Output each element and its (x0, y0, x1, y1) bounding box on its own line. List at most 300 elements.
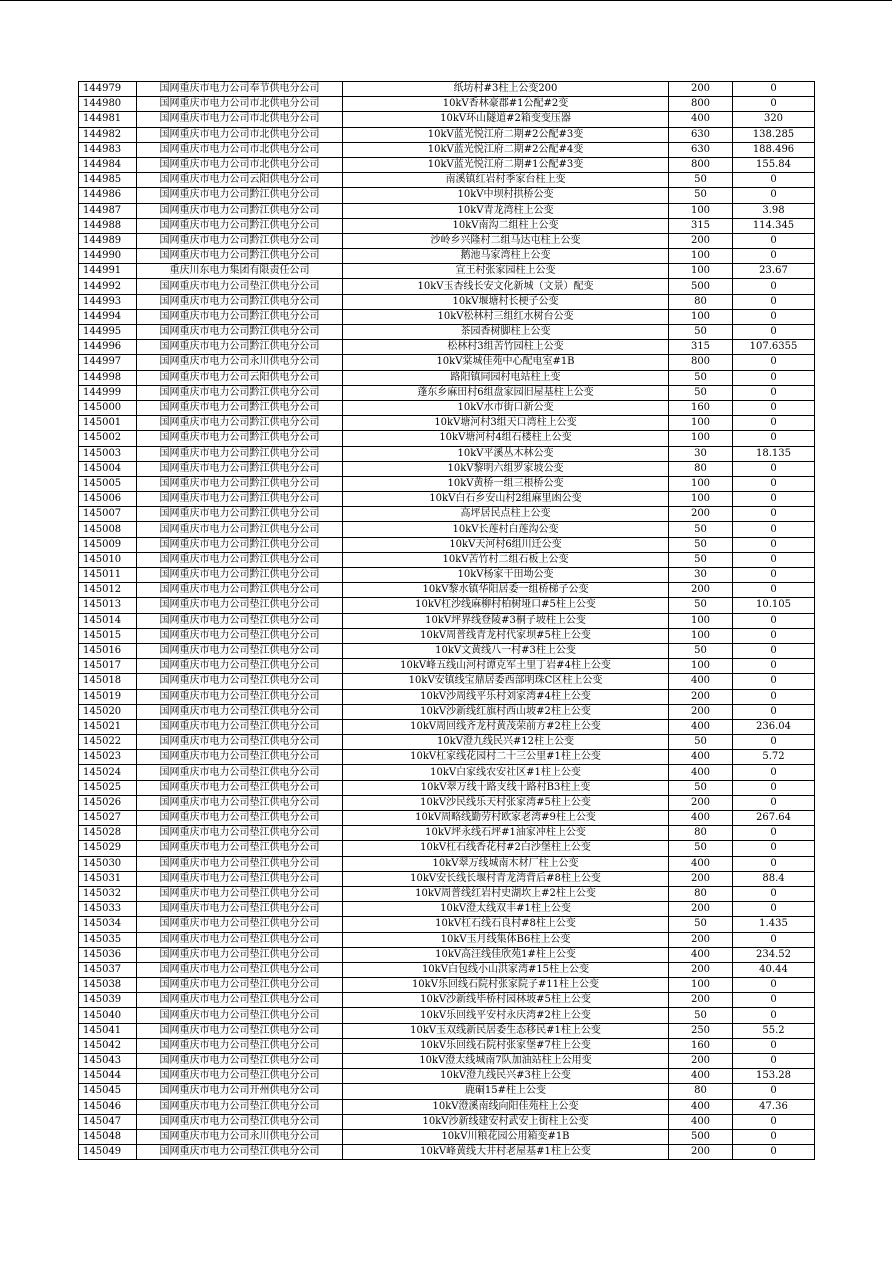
table-row (79, 659, 815, 674)
company-cell: 国网重庆市电力公司黔江供电分公司 (137, 385, 343, 400)
capacity-cell: 50 (669, 188, 733, 203)
value-cell: 0 (733, 1129, 815, 1144)
table-row (79, 902, 815, 917)
row-id-cell: 145047 (79, 1114, 137, 1129)
company-cell: 国网重庆市电力公司垫江供电分公司 (137, 1008, 343, 1023)
value-cell: 0 (733, 659, 815, 674)
company-cell: 国网重庆市电力公司垫江供电分公司 (137, 704, 343, 719)
transformer-name-cell: 10kV松林村三组红水树台公变 (343, 309, 669, 324)
company-cell: 国网重庆市电力公司黔江供电分公司 (137, 522, 343, 537)
capacity-cell: 200 (669, 689, 733, 704)
table-row (79, 325, 815, 340)
company-cell: 国网重庆市电力公司黔江供电分公司 (137, 583, 343, 598)
company-cell: 国网重庆市电力公司黔江供电分公司 (137, 340, 343, 355)
value-cell: 0 (733, 689, 815, 704)
transformer-name-cell: 宣王村张家园柱上公变 (343, 264, 669, 279)
transformer-name-cell: 10kV黄桥一组三根桥公变 (343, 476, 669, 491)
table-row (79, 537, 815, 552)
transformer-name-cell: 10kV乐回线石院村张家堡#7柱上公变 (343, 1038, 669, 1053)
capacity-cell: 160 (669, 1038, 733, 1053)
capacity-cell: 630 (669, 127, 733, 142)
capacity-cell: 80 (669, 1084, 733, 1099)
capacity-cell: 30 (669, 446, 733, 461)
capacity-cell: 100 (669, 416, 733, 431)
value-cell: 267.64 (733, 811, 815, 826)
transformer-name-cell: 10kV棠城佳苑中心配电室#1B (343, 355, 669, 370)
table-row (79, 978, 815, 993)
transformer-name-cell: 10kV白家线农安社区#1柱上公变 (343, 765, 669, 780)
capacity-cell: 50 (669, 780, 733, 795)
table-row (79, 947, 815, 962)
company-cell: 国网重庆市电力公司垫江供电分公司 (137, 871, 343, 886)
company-cell: 国网重庆市电力公司市北供电分公司 (137, 142, 343, 157)
row-id-cell: 144979 (79, 82, 137, 97)
transformer-name-cell: 10kV周普线青龙村代家坝#5柱上公变 (343, 628, 669, 643)
value-cell: 0 (733, 902, 815, 917)
capacity-cell: 100 (669, 492, 733, 507)
capacity-cell: 400 (669, 719, 733, 734)
row-id-cell: 145021 (79, 719, 137, 734)
capacity-cell: 50 (669, 917, 733, 932)
capacity-cell: 200 (669, 233, 733, 248)
page-top-border (0, 0, 892, 1)
transformer-name-cell: 10kV黎水镇华阳居委一组桥梯子公变 (343, 583, 669, 598)
table-row (79, 765, 815, 780)
capacity-cell: 50 (669, 370, 733, 385)
row-id-cell: 145003 (79, 446, 137, 461)
transformer-name-cell: 松林村3组苦竹园柱上公变 (343, 340, 669, 355)
transformer-name-cell: 10kV长莲村白莲沟公变 (343, 522, 669, 537)
table-row (79, 719, 815, 734)
company-cell: 国网重庆市电力公司垫江供电分公司 (137, 279, 343, 294)
capacity-cell: 200 (669, 962, 733, 977)
company-cell: 国网重庆市电力公司黔江供电分公司 (137, 552, 343, 567)
transformer-name-cell: 南溪镇红岩村季家台柱上变 (343, 173, 669, 188)
company-cell: 国网重庆市电力公司垫江供电分公司 (137, 826, 343, 841)
capacity-cell: 500 (669, 1129, 733, 1144)
transformer-name-cell: 10kV杠家线花园村二十三公里#1柱上公变 (343, 750, 669, 765)
company-cell: 国网重庆市电力公司永川供电分公司 (137, 1129, 343, 1144)
capacity-cell: 100 (669, 476, 733, 491)
table-row (79, 1069, 815, 1084)
row-id-cell: 145029 (79, 841, 137, 856)
transformer-name-cell: 10kV高汪线佳欣苑1#柱上公变 (343, 947, 669, 962)
row-id-cell: 145038 (79, 978, 137, 993)
capacity-cell: 50 (669, 385, 733, 400)
value-cell: 0 (733, 507, 815, 522)
transformer-name-cell: 10kV蓝光悦江府二期#2公配#3变 (343, 127, 669, 142)
row-id-cell: 145020 (79, 704, 137, 719)
value-cell: 0 (733, 932, 815, 947)
transformer-name-cell: 10kV坪界线登陵#3桐子坡柱上公变 (343, 613, 669, 628)
transformer-name-cell: 路阳镇同园村电站柱上变 (343, 370, 669, 385)
table-row (79, 628, 815, 643)
table-row (79, 917, 815, 932)
capacity-cell: 80 (669, 826, 733, 841)
value-cell: 0 (733, 674, 815, 689)
row-id-cell: 145035 (79, 932, 137, 947)
table-row (79, 674, 815, 689)
transformer-name-cell: 10kV白包线小山洪家湾#15柱上公变 (343, 962, 669, 977)
value-cell: 0 (733, 188, 815, 203)
value-cell: 0 (733, 856, 815, 871)
row-id-cell: 145019 (79, 689, 137, 704)
table-row (79, 583, 815, 598)
capacity-cell: 80 (669, 886, 733, 901)
row-id-cell: 144994 (79, 309, 137, 324)
value-cell: 0 (733, 1038, 815, 1053)
company-cell: 国网重庆市电力公司奉节供电分公司 (137, 82, 343, 97)
capacity-cell: 100 (669, 613, 733, 628)
row-id-cell: 144995 (79, 325, 137, 340)
company-cell: 国网重庆市电力公司云阳供电分公司 (137, 370, 343, 385)
row-id-cell: 145001 (79, 416, 137, 431)
company-cell: 国网重庆市电力公司垫江供电分公司 (137, 978, 343, 993)
value-cell: 0 (733, 416, 815, 431)
company-cell: 国网重庆市电力公司黔江供电分公司 (137, 325, 343, 340)
table-row (79, 1084, 815, 1099)
table-row (79, 1129, 815, 1144)
company-cell: 国网重庆市电力公司垫江供电分公司 (137, 1038, 343, 1053)
capacity-cell: 50 (669, 522, 733, 537)
company-cell: 国网重庆市电力公司黔江供电分公司 (137, 568, 343, 583)
transformer-name-cell: 10kV蓝光悦江府二期#2公配#4变 (343, 142, 669, 157)
row-id-cell: 144996 (79, 340, 137, 355)
value-cell: 0 (733, 325, 815, 340)
value-cell: 0 (733, 841, 815, 856)
transformer-name-cell: 10kV堰塘村长梗子公变 (343, 294, 669, 309)
capacity-cell: 160 (669, 400, 733, 415)
table-row (79, 795, 815, 810)
value-cell: 236.04 (733, 719, 815, 734)
transformer-name-cell: 10kV澄溪南线向阳佳苑柱上公变 (343, 1099, 669, 1114)
row-id-cell: 145014 (79, 613, 137, 628)
row-id-cell: 145039 (79, 993, 137, 1008)
value-cell: 107.6355 (733, 340, 815, 355)
row-id-cell: 145008 (79, 522, 137, 537)
transformer-name-cell: 10kV沙新线建安村武安上街柱上公变 (343, 1114, 669, 1129)
table-row (79, 689, 815, 704)
value-cell: 0 (733, 765, 815, 780)
company-cell: 国网重庆市电力公司垫江供电分公司 (137, 886, 343, 901)
company-cell: 国网重庆市电力公司垫江供电分公司 (137, 674, 343, 689)
transformer-name-cell: 10kV中坝村拱桥公变 (343, 188, 669, 203)
transformer-name-cell: 10kV翠万线城南木材厂柱上公变 (343, 856, 669, 871)
transformer-name-cell: 10kV香林豪郡#1公配#2变 (343, 97, 669, 112)
row-id-cell: 144985 (79, 173, 137, 188)
company-cell: 国网重庆市电力公司垫江供电分公司 (137, 1069, 343, 1084)
row-id-cell: 144992 (79, 279, 137, 294)
value-cell: 47.36 (733, 1099, 815, 1114)
capacity-cell: 200 (669, 1054, 733, 1069)
row-id-cell: 145024 (79, 765, 137, 780)
transformer-name-cell: 10kV澄九线民兴#3柱上公变 (343, 1069, 669, 1084)
row-id-cell: 145030 (79, 856, 137, 871)
capacity-cell: 200 (669, 507, 733, 522)
company-cell: 国网重庆市电力公司垫江供电分公司 (137, 643, 343, 658)
row-id-cell: 145022 (79, 735, 137, 750)
value-cell: 0 (733, 522, 815, 537)
company-cell: 国网重庆市电力公司垫江供电分公司 (137, 993, 343, 1008)
value-cell: 0 (733, 886, 815, 901)
transformer-name-cell: 10kV坪永线石坪#1油家冲柱上公变 (343, 826, 669, 841)
value-cell: 0 (733, 993, 815, 1008)
row-id-cell: 145045 (79, 1084, 137, 1099)
transformer-name-cell: 鹅池马家湾柱上公变 (343, 249, 669, 264)
capacity-cell: 250 (669, 1023, 733, 1038)
value-cell: 0 (733, 613, 815, 628)
value-cell: 0 (733, 309, 815, 324)
table-row (79, 886, 815, 901)
transformer-name-cell: 10kV玉双线新民居委生态移民#1柱上公变 (343, 1023, 669, 1038)
row-id-cell: 144989 (79, 233, 137, 248)
transformer-name-cell: 10kV安镇线宝鼎居委西部明珠C区柱上公变 (343, 674, 669, 689)
table-row (79, 385, 815, 400)
table-row (79, 1145, 815, 1160)
transformer-name-cell: 10kV安长线长堰村青龙湾背后#8柱上公变 (343, 871, 669, 886)
table-row (79, 1099, 815, 1114)
row-id-cell: 145013 (79, 598, 137, 613)
row-id-cell: 145012 (79, 583, 137, 598)
company-cell: 国网重庆市电力公司黔江供电分公司 (137, 431, 343, 446)
transformer-name-cell: 10kV周普线红岩村史湖坎上#2柱上公变 (343, 886, 669, 901)
company-cell: 国网重庆市电力公司垫江供电分公司 (137, 598, 343, 613)
row-id-cell: 145046 (79, 1099, 137, 1114)
company-cell: 国网重庆市电力公司黔江供电分公司 (137, 233, 343, 248)
transformer-name-cell: 10kV黎明六组罗家坡公变 (343, 461, 669, 476)
capacity-cell: 800 (669, 157, 733, 172)
table-row (79, 598, 815, 613)
capacity-cell: 50 (669, 537, 733, 552)
value-cell: 0 (733, 476, 815, 491)
table-row (79, 643, 815, 658)
transformer-name-cell: 10kV乐回线平安村永庆湾#2柱上公变 (343, 1008, 669, 1023)
company-cell: 国网重庆市电力公司市北供电分公司 (137, 157, 343, 172)
table-row (79, 340, 815, 355)
capacity-cell: 50 (669, 173, 733, 188)
value-cell: 0 (733, 780, 815, 795)
row-id-cell: 144991 (79, 264, 137, 279)
row-id-cell: 145043 (79, 1054, 137, 1069)
table-row (79, 613, 815, 628)
company-cell: 国网重庆市电力公司垫江供电分公司 (137, 811, 343, 826)
value-cell: 0 (733, 537, 815, 552)
capacity-cell: 50 (669, 552, 733, 567)
table-row (79, 294, 815, 309)
transformer-name-cell: 10kV杠石线石良村#8柱上公变 (343, 917, 669, 932)
row-id-cell: 144987 (79, 203, 137, 218)
transformer-name-cell: 10kV天河村6组川迁公变 (343, 537, 669, 552)
capacity-cell: 100 (669, 249, 733, 264)
company-cell: 国网重庆市电力公司垫江供电分公司 (137, 750, 343, 765)
company-cell: 国网重庆市电力公司市北供电分公司 (137, 112, 343, 127)
table-row (79, 522, 815, 537)
company-cell: 国网重庆市电力公司垫江供电分公司 (137, 689, 343, 704)
value-cell: 0 (733, 583, 815, 598)
table-row (79, 233, 815, 248)
company-cell: 国网重庆市电力公司黔江供电分公司 (137, 400, 343, 415)
company-cell: 国网重庆市电力公司垫江供电分公司 (137, 1145, 343, 1160)
capacity-cell: 100 (669, 978, 733, 993)
row-id-cell: 144981 (79, 112, 137, 127)
capacity-cell: 100 (669, 628, 733, 643)
company-cell: 国网重庆市电力公司黔江供电分公司 (137, 309, 343, 324)
company-cell: 国网重庆市电力公司市北供电分公司 (137, 127, 343, 142)
company-cell: 国网重庆市电力公司垫江供电分公司 (137, 917, 343, 932)
company-cell: 国网重庆市电力公司黔江供电分公司 (137, 416, 343, 431)
row-id-cell: 145033 (79, 902, 137, 917)
capacity-cell: 200 (669, 704, 733, 719)
row-id-cell: 144984 (79, 157, 137, 172)
row-id-cell: 144999 (79, 385, 137, 400)
company-cell: 国网重庆市电力公司市北供电分公司 (137, 97, 343, 112)
row-id-cell: 145042 (79, 1038, 137, 1053)
transformer-name-cell: 10kV周回线齐龙村黄茂荣前方#2柱上公变 (343, 719, 669, 734)
value-cell: 0 (733, 370, 815, 385)
value-cell: 153.28 (733, 1069, 815, 1084)
row-id-cell: 145028 (79, 826, 137, 841)
capacity-cell: 100 (669, 309, 733, 324)
table-row (79, 476, 815, 491)
capacity-cell: 200 (669, 871, 733, 886)
row-id-cell: 145048 (79, 1129, 137, 1144)
table-row (79, 461, 815, 476)
transformer-name-cell: 10kV川粮花园公用箱变#1B (343, 1129, 669, 1144)
transformer-name-cell: 10kV平溪丛木林公变 (343, 446, 669, 461)
transformer-name-cell: 10kV周略线勤劳村欧家老湾#9柱上公变 (343, 811, 669, 826)
company-cell: 国网重庆市电力公司黔江供电分公司 (137, 461, 343, 476)
row-id-cell: 145041 (79, 1023, 137, 1038)
transformer-name-cell: 10kV杨家干田坳公变 (343, 568, 669, 583)
company-cell: 国网重庆市电力公司黔江供电分公司 (137, 294, 343, 309)
value-cell: 0 (733, 492, 815, 507)
value-cell: 0 (733, 826, 815, 841)
capacity-cell: 400 (669, 856, 733, 871)
value-cell: 0 (733, 294, 815, 309)
table-row (79, 157, 815, 172)
capacity-cell: 500 (669, 279, 733, 294)
value-cell: 10.105 (733, 598, 815, 613)
value-cell: 0 (733, 461, 815, 476)
capacity-cell: 400 (669, 750, 733, 765)
value-cell: 0 (733, 628, 815, 643)
transformer-name-cell: 10kV南沟二组柱上公变 (343, 218, 669, 233)
table-row (79, 218, 815, 233)
transformer-name-cell: 10kV澄太线城南7队加油站柱上公用变 (343, 1054, 669, 1069)
capacity-cell: 800 (669, 97, 733, 112)
table-row (79, 1038, 815, 1053)
capacity-cell: 50 (669, 735, 733, 750)
table-row (79, 811, 815, 826)
company-cell: 国网重庆市电力公司垫江供电分公司 (137, 719, 343, 734)
row-id-cell: 145004 (79, 461, 137, 476)
value-cell: 0 (733, 1145, 815, 1160)
company-cell: 国网重庆市电力公司垫江供电分公司 (137, 1114, 343, 1129)
row-id-cell: 145010 (79, 552, 137, 567)
table-row (79, 568, 815, 583)
capacity-cell: 200 (669, 902, 733, 917)
capacity-cell: 200 (669, 583, 733, 598)
row-id-cell: 145031 (79, 871, 137, 886)
transformer-name-cell: 10kV峰五线山河村谭克军土里丁岩#4柱上公变 (343, 659, 669, 674)
value-cell: 138.285 (733, 127, 815, 142)
capacity-cell: 400 (669, 1069, 733, 1084)
table-row (79, 416, 815, 431)
capacity-cell: 800 (669, 355, 733, 370)
transformer-name-cell: 10kV杠沙线麻柳村柏树垭口#5柱上公变 (343, 598, 669, 613)
company-cell: 国网重庆市电力公司黔江供电分公司 (137, 249, 343, 264)
value-cell: 0 (733, 1054, 815, 1069)
value-cell: 88.4 (733, 871, 815, 886)
capacity-cell: 400 (669, 1114, 733, 1129)
table-row (79, 127, 815, 142)
company-cell: 国网重庆市电力公司垫江供电分公司 (137, 780, 343, 795)
company-cell: 国网重庆市电力公司黔江供电分公司 (137, 188, 343, 203)
table-row (79, 1054, 815, 1069)
table-row (79, 112, 815, 127)
row-id-cell: 145023 (79, 750, 137, 765)
row-id-cell: 145049 (79, 1145, 137, 1160)
row-id-cell: 144980 (79, 97, 137, 112)
value-cell: 5.72 (733, 750, 815, 765)
capacity-cell: 80 (669, 294, 733, 309)
row-id-cell: 145026 (79, 795, 137, 810)
company-cell: 国网重庆市电力公司垫江供电分公司 (137, 659, 343, 674)
table-row (79, 264, 815, 279)
table-row (79, 856, 815, 871)
company-cell: 国网重庆市电力公司垫江供电分公司 (137, 765, 343, 780)
row-id-cell: 145007 (79, 507, 137, 522)
table-row (79, 552, 815, 567)
company-cell: 国网重庆市电力公司开州供电分公司 (137, 1084, 343, 1099)
value-cell: 0 (733, 704, 815, 719)
company-cell: 重庆川东电力集团有限责任公司 (137, 264, 343, 279)
table-row (79, 309, 815, 324)
table-row (79, 249, 815, 264)
capacity-cell: 80 (669, 461, 733, 476)
transformer-name-cell: 高坪居民点柱上公变 (343, 507, 669, 522)
capacity-cell: 50 (669, 325, 733, 340)
row-id-cell: 144993 (79, 294, 137, 309)
row-id-cell: 145037 (79, 962, 137, 977)
table-row (79, 993, 815, 1008)
row-id-cell: 145036 (79, 947, 137, 962)
row-id-cell: 144983 (79, 142, 137, 157)
company-cell: 国网重庆市电力公司永川供电分公司 (137, 355, 343, 370)
capacity-cell: 400 (669, 947, 733, 962)
value-cell: 0 (733, 279, 815, 294)
row-id-cell: 145000 (79, 400, 137, 415)
capacity-cell: 315 (669, 340, 733, 355)
table-row (79, 1008, 815, 1023)
value-cell: 0 (733, 233, 815, 248)
company-cell: 国网重庆市电力公司黔江供电分公司 (137, 218, 343, 233)
value-cell: 155.84 (733, 157, 815, 172)
capacity-cell: 50 (669, 643, 733, 658)
value-cell: 0 (733, 97, 815, 112)
value-cell: 114.345 (733, 218, 815, 233)
company-cell: 国网重庆市电力公司垫江供电分公司 (137, 947, 343, 962)
capacity-cell: 200 (669, 993, 733, 1008)
company-cell: 国网重庆市电力公司垫江供电分公司 (137, 962, 343, 977)
table-body (79, 82, 815, 1160)
transformer-name-cell: 10kV峰黄线大井村老屋基#1柱上公变 (343, 1145, 669, 1160)
row-id-cell: 145040 (79, 1008, 137, 1023)
table-row (79, 279, 815, 294)
company-cell: 国网重庆市电力公司黔江供电分公司 (137, 507, 343, 522)
table-row (79, 431, 815, 446)
transformer-name-cell: 10kV杠石线香花村#2白沙堡柱上公变 (343, 841, 669, 856)
